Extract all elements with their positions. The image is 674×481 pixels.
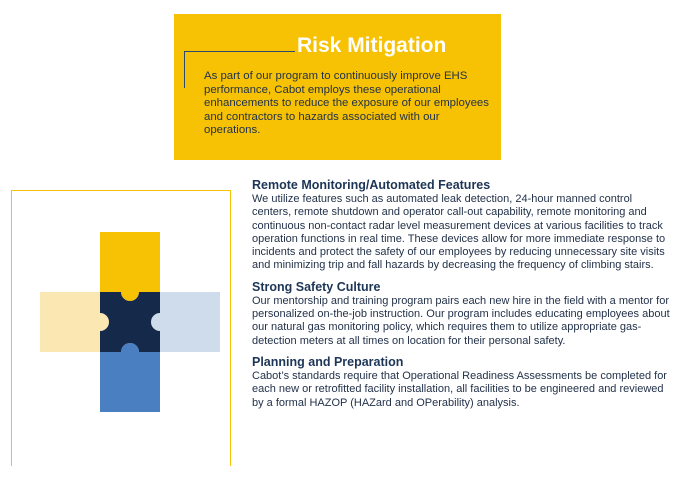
- section-body: Cabot’s standards require that Operational Readiness Assessments be completed for each new or retrofitted facility installation, all facilities to be engineered and reviewed by a formal HAZOP (HAZard and OPerability) analysis.: [252, 369, 667, 409]
- puzzle-pieces-icon: [40, 232, 220, 412]
- section-remote-monitoring: [252, 178, 672, 273]
- intro-text: As part of our program to continuously improve EHS performance, Cabot employs these operational enhancements to reduce the exposure of our employees and contractors to hazards associated with our operations.: [204, 70, 489, 136]
- section-planning: [252, 355, 672, 410]
- section-body: Our mentorship and training program pairs each new hire in the field with a mentor for personalized on-the-job instruction. Our program includes educating employees about our natural gas monitoring policy, which requires them to utilize appropriate gas-detection meters at all times on location for their personal safety.: [252, 294, 670, 347]
- section-heading: Remote Monitoring/Automated Features: [252, 178, 491, 192]
- puzzle-piece-bottom: [100, 343, 160, 412]
- section-safety-culture: [252, 280, 672, 348]
- section-heading: Planning and Preparation: [252, 354, 404, 369]
- puzzle-piece-center: [100, 292, 160, 352]
- puzzle-piece-right: [151, 292, 220, 352]
- puzzle-piece-left: [40, 292, 109, 352]
- section-heading: Strong Safety Culture: [252, 279, 381, 294]
- content-column: [252, 178, 672, 417]
- puzzle-piece-top: [100, 232, 160, 301]
- section-body: We utilize features such as automated leak detection, 24-hour manned control centers, remote shutdown and operator call-out capability, remote monitoring and continuous non-contact radar level measurement devices at various facilities to track operation functions in real time. These devices allow for more immediate response to incidents and protect the safety of our employees by reducing unnecessary site visits and minimizing trip and fall hazards by decreasing the frequency of climbing stairs.: [252, 193, 666, 272]
- risk-mitigation-banner: [174, 14, 501, 160]
- page-title: Risk Mitigation: [297, 34, 447, 57]
